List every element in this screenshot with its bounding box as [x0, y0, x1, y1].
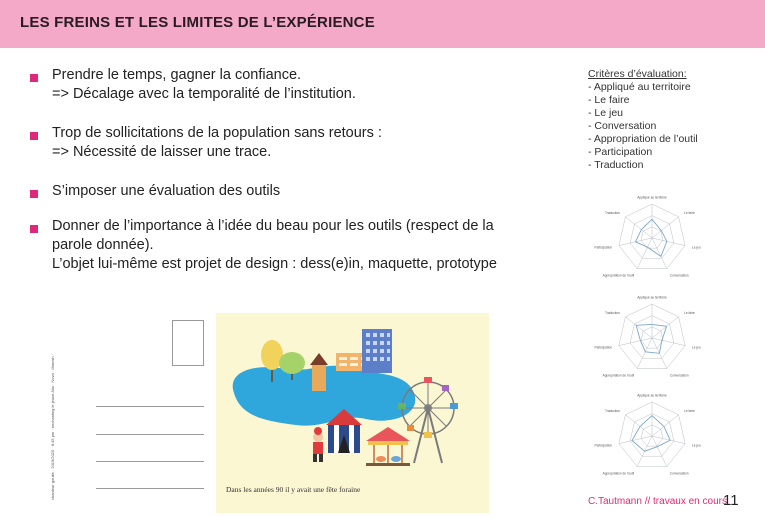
radar-axis-label: Conversation [669, 273, 689, 278]
bullet-line: Trop de sollicitations de la population sans retours : [52, 125, 382, 141]
bullet-line: => Décalage avec la temporalité de l’institution. [52, 86, 356, 102]
radar-axis-label: Le jeu [692, 245, 701, 250]
radar-axis [619, 338, 652, 346]
radar-axis-label: Le jeu [692, 443, 701, 448]
fairground-illustration [216, 313, 489, 513]
radar-axis-label: Le jeu [692, 345, 701, 350]
bullet-line: Donner de l’importance à l’idée du beau pour les outils (respect de la [52, 218, 494, 234]
footer-credit: C.Tautmann // travaux en cours [588, 496, 727, 507]
address-line [96, 488, 204, 489]
carousel-icon [366, 427, 410, 466]
radar-axis [625, 415, 652, 436]
criteria-item: - Conversation [588, 120, 657, 132]
radar-axis [652, 415, 679, 436]
radar-chart-1 [592, 190, 712, 286]
radar-axis-label: Participation [594, 245, 612, 250]
radar-axis [652, 338, 685, 346]
radar-axis-label: Le faire [684, 408, 695, 413]
postcard-illustration [216, 313, 489, 513]
radar-axis-label: Participation [594, 345, 612, 350]
radar-axis [652, 217, 679, 238]
bullet-marker-icon [30, 225, 38, 233]
bullet-item [30, 217, 530, 274]
radar-axis-label: Appliqué au territoire [637, 195, 667, 200]
bullet-marker-icon [30, 190, 38, 198]
bullet-line: => Nécessité de laisser une trace. [52, 144, 272, 160]
criteria-title: Critères d’évaluation: [588, 68, 687, 80]
tree-trunk [271, 368, 273, 382]
address-line [96, 406, 204, 407]
bullet-line: parole donnée). [52, 237, 154, 253]
radar-axis-label: Conversation [669, 471, 689, 476]
criteria-item: - Appliqué au territoire [588, 81, 691, 93]
page-number: 11 [723, 492, 739, 509]
bullet-text [52, 182, 280, 201]
bullet-list [30, 66, 530, 286]
address-line [96, 434, 204, 435]
bullet-line: Prendre le temps, gagner la confiance. [52, 67, 302, 83]
radar-axis-label: Le faire [684, 310, 695, 315]
radar-axis-label: Appropriation de l’outil [602, 373, 635, 378]
radar-axis-label: Appliqué au territoire [637, 393, 667, 398]
radar-axis-label: Le faire [684, 210, 695, 215]
bullet-line: L’objet lui-même est projet de design : dess(e)in, maquette, prototype [52, 256, 497, 272]
bullet-marker-icon [30, 74, 38, 82]
radar-axis [652, 238, 685, 246]
evaluation-criteria [588, 68, 698, 172]
postcard-vertical-text: chanteur·goulte · 2019/2020 · 8:45 pm · enchanting le jeune Alix · Nova · Marosh · [50, 353, 55, 500]
stamp-box [172, 320, 204, 366]
radar-axis [637, 338, 652, 369]
postcard-caption: Dans les années 90 il y avait une fête foraine [226, 485, 361, 494]
address-line [96, 461, 204, 462]
tower-icon [312, 365, 326, 391]
criteria-item: - Participation [588, 146, 653, 158]
radar-axis [619, 436, 652, 444]
page-header [0, 0, 765, 48]
criteria-item: - Le faire [588, 94, 630, 106]
bullet-text [52, 124, 382, 162]
bullet-marker-icon [30, 132, 38, 140]
clown-figure-icon [313, 427, 323, 462]
radar-axis-label: Traduction [604, 310, 620, 315]
tower-roof [310, 353, 328, 365]
radar-axis-label: Appropriation de l’outil [602, 471, 635, 476]
radar-axis-label: Appliqué au territoire [637, 295, 667, 300]
radar-axis [652, 317, 679, 338]
radar-chart-3 [592, 388, 712, 484]
bullet-text [52, 66, 356, 104]
bullet-item [30, 124, 530, 162]
radar-axis [652, 436, 667, 467]
tree-icon [279, 352, 305, 374]
bullet-text [52, 217, 497, 274]
radar-axis-label: Appropriation de l’outil [602, 273, 635, 278]
radar-axis [637, 238, 652, 269]
page-title: LES FREINS ET LES LIMITES DE L’EXPÉRIENCE [20, 14, 375, 31]
criteria-item: - Traduction [588, 159, 644, 171]
bullet-line: S’imposer une évaluation des outils [52, 183, 281, 199]
criteria-item: - Appropriation de l’outil [588, 133, 698, 145]
radar-axis-label: Conversation [669, 373, 689, 378]
radar-axis-label: Traduction [604, 408, 620, 413]
radar-axis-label: Participation [594, 443, 612, 448]
bullet-item [30, 182, 530, 201]
radar-axis [652, 238, 667, 269]
radar-axis-label: Traduction [604, 210, 620, 215]
bullet-item [30, 66, 530, 104]
radar-chart-2 [592, 290, 712, 386]
criteria-item: - Le jeu [588, 107, 624, 119]
